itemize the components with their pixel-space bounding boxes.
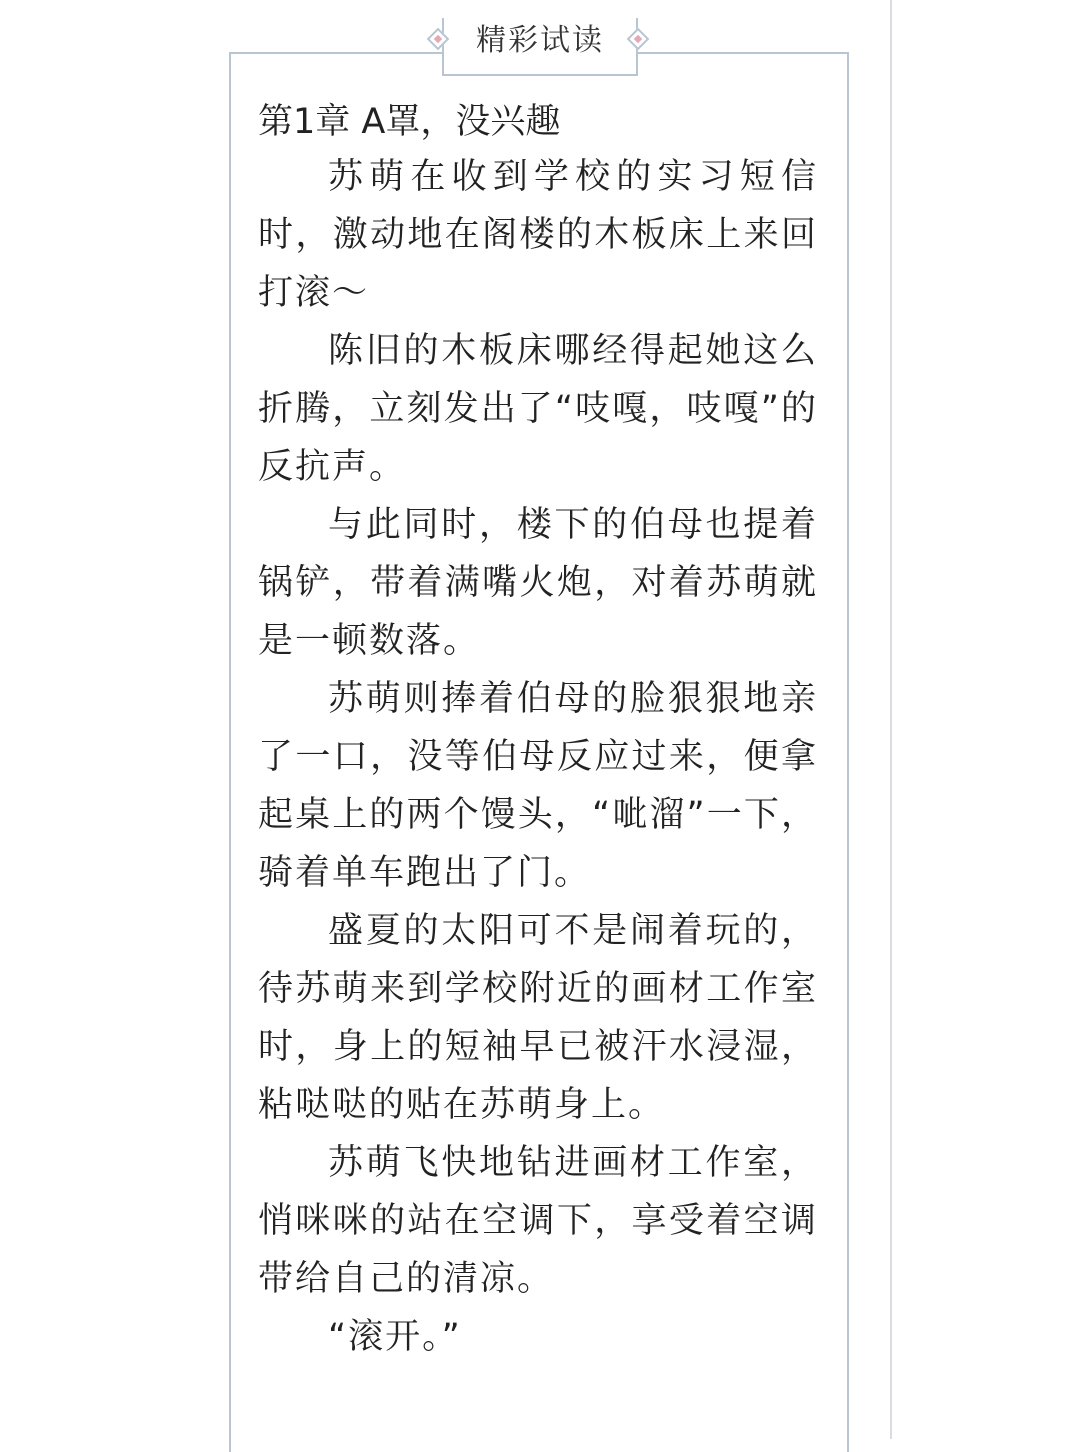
header-tab — [442, 18, 638, 76]
page-edge-line — [890, 0, 892, 1439]
paragraph: 苏萌则捧着伯母的脸狠狠地亲了一口，没等伯母反应过来，便拿起桌上的两个馒头，“呲溜”一下，骑着单车跑出了门。 — [258, 679, 818, 893]
paragraph: 苏萌在收到学校的实习短信时，激动地在阁楼的木板床上来回打滚～ — [258, 157, 818, 313]
section-title: 精彩试读 — [476, 23, 604, 58]
paragraph: 陈旧的木板床哪经得起她这么折腾，立刻发出了“吱嘎，吱嘎”的反抗声。 — [258, 331, 818, 487]
paragraph: “滚开。” — [328, 1317, 462, 1357]
paragraph: 与此同时，楼下的伯母也提着锅铲，带着满嘴火炮，对着苏萌就是一顿数落。 — [258, 505, 818, 661]
paragraph: 苏萌飞快地钻进画材工作室，悄咪咪的站在空调下，享受着空调带给自己的清凉。 — [258, 1143, 818, 1299]
paragraph: 盛夏的太阳可不是闹着玩的，待苏萌来到学校附近的画材工作室时，身上的短袖早已被汗水浸湿，粘哒哒的贴在苏萌身上。 — [258, 911, 818, 1125]
chapter-title: 第1章 A罩，没兴趣 — [258, 102, 561, 142]
article-body — [258, 96, 818, 1366]
